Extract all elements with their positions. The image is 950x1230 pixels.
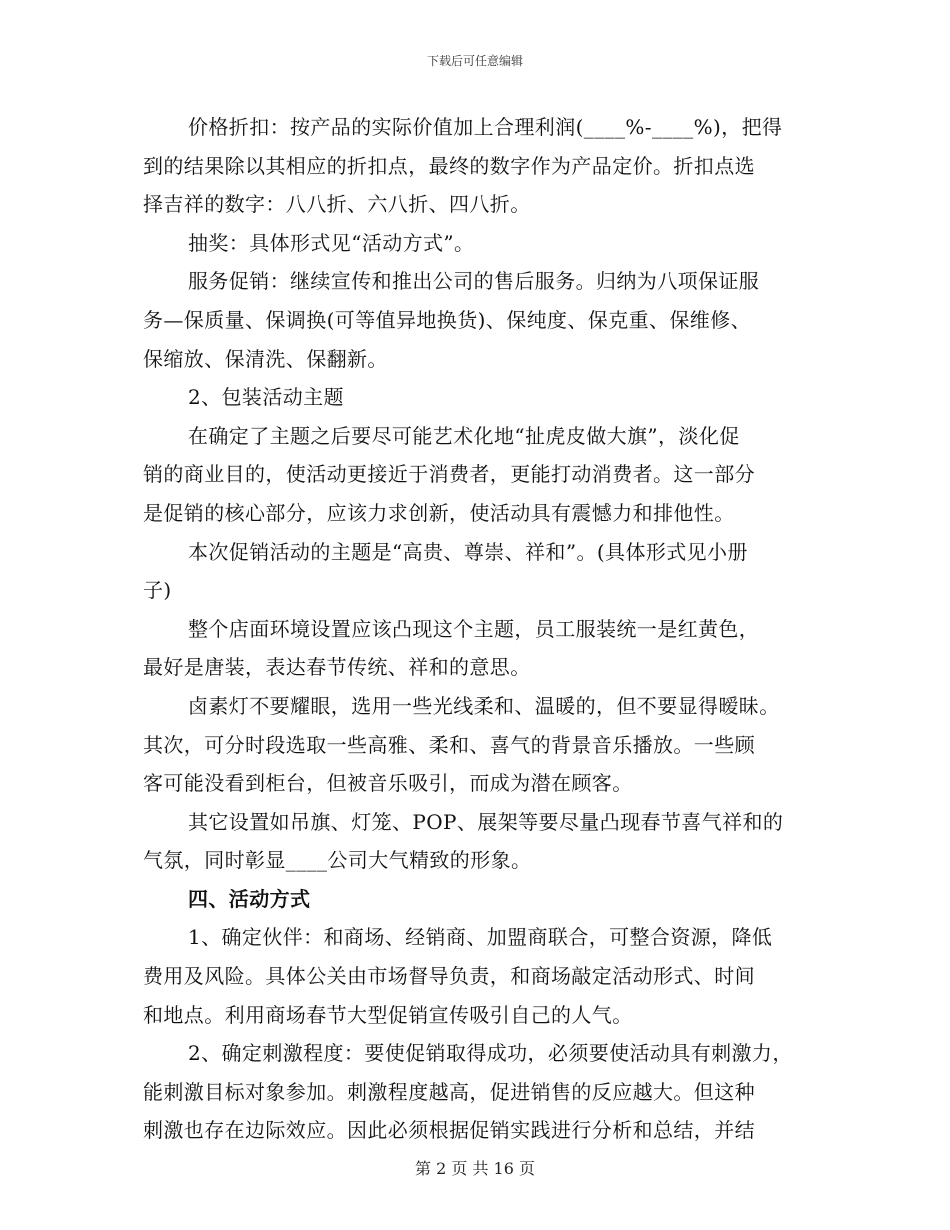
- paragraph-line: 其它设置如吊旗、灯笼、POP、展架等要尽量凸现春节喜气祥和的: [188, 809, 784, 834]
- paragraph-line: 整个店面环境设置应该凸现这个主题，员工服装统一是红黄色，: [188, 616, 760, 641]
- paragraph-line: 是促销的核心部分，应该力求创新，使活动具有震憾力和排他性。: [143, 500, 735, 525]
- page-header: 下载后可任意编辑: [426, 54, 523, 68]
- section-heading: 2、包装活动主题: [188, 385, 344, 410]
- paragraph-line: 最好是唐装，表达春节传统、祥和的意思。: [143, 655, 531, 680]
- document-body: [143, 108, 811, 1150]
- paragraph-line: 2、确定刺激程度：要使促销取得成功，必须要使活动具有刺激力，: [188, 1041, 793, 1066]
- paragraph-line: 子): [143, 578, 172, 603]
- page-footer: 第 2 页 共 16 页: [415, 1159, 535, 1178]
- section-heading: 四、活动方式: [188, 886, 311, 911]
- paragraph-line: 务—保质量、保调换(可等值异地换货)、保纯度、保克重、保维修、: [143, 307, 752, 332]
- paragraph-line: 销的商业目的，使活动更接近于消费者，更能打动消费者。这一部分: [143, 462, 755, 487]
- paragraph-line: 费用及风险。具体公关由市场督导负责，和商场敲定活动形式、时间: [143, 964, 755, 989]
- paragraph-line: 气氛，同时彰显____公司大气精致的形象。: [143, 848, 532, 873]
- paragraph-line: 本次促销活动的主题是“高贵、尊崇、祥和”。(具体形式见小册: [188, 539, 748, 564]
- paragraph-line: 其次，可分时段选取一些高雅、柔和、喜气的背景音乐播放。一些顾: [143, 732, 755, 757]
- paragraph-line: 刺激也存在边际效应。因此必须根据促销实践进行分析和总结，并结: [143, 1118, 755, 1143]
- paragraph-line: 卤素灯不要耀眼，选用一些光线柔和、温暖的，但不要显得暧昧。: [188, 693, 780, 718]
- paragraph-line: 择吉祥的数字：八八折、六八折、四八折。: [143, 192, 531, 217]
- paragraph-line: 在确定了主题之后要尽可能艺术化地“扯虎皮做大旗”，淡化促: [188, 423, 740, 448]
- paragraph-line: 抽奖：具体形式见“活动方式”。: [188, 230, 475, 255]
- paragraph-line: 价格折扣：按产品的实际价值加上合理利润(____%-____%)，把得: [188, 115, 783, 139]
- paragraph-line: 1、确定伙伴：和商场、经销商、加盟商联合，可整合资源，降低: [188, 925, 773, 950]
- paragraph-line: 客可能没看到柜台，但被音乐吸引，而成为潜在顾客。: [143, 771, 633, 796]
- paragraph-line: 能刺激目标对象参加。刺激程度越高，促进销售的反应越大。但这种: [143, 1079, 755, 1104]
- paragraph-line: 服务促销：继续宣传和推出公司的售后服务。归纳为八项保证服: [188, 269, 760, 294]
- paragraph-line: 和地点。利用商场春节大型促销宣传吸引自己的人气。: [143, 1002, 633, 1027]
- paragraph-line: 保缩放、保清洗、保翻新。: [143, 346, 388, 371]
- paragraph-line: 到的结果除以其相应的折扣点，最终的数字作为产品定价。折扣点选: [143, 153, 755, 178]
